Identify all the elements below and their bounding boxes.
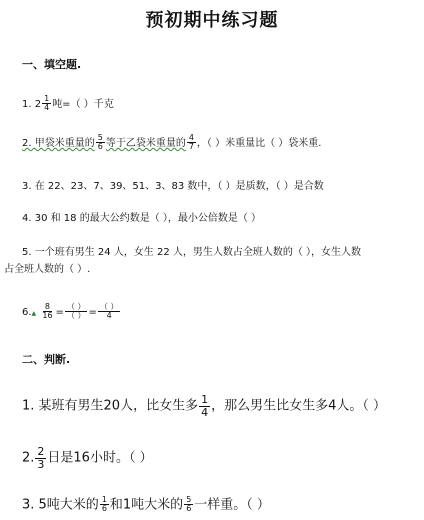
- page-title: 预初期中练习题: [145, 10, 279, 31]
- question-1-fraction: $\frac{1}{4}$: [44, 94, 50, 113]
- question-5-line-1: 5. 一个班有男生 24 人，女生 22 人，男生人数占全班人数的（ ），女生人数: [22, 247, 362, 258]
- judge-2-fraction: $\frac{2}{3}$: [37, 445, 45, 471]
- judge-3-text: 一样重。（ ）: [194, 497, 270, 513]
- question-6-prefix: 6.: [22, 306, 32, 318]
- judge-2: [22, 446, 153, 470]
- question-2-text: ，（ ）米重量比（ ）袋米重.: [196, 137, 322, 149]
- question-1-prefix: 1. 2: [22, 98, 42, 110]
- question-2-fraction-1: $\frac{5}{6}$: [97, 133, 103, 152]
- equals-sign: =: [88, 306, 97, 318]
- judge-3-fraction-1: $\frac{1}{6}$: [101, 495, 107, 514]
- question-6: [22, 303, 121, 321]
- question-1-text: 吨=（ ）千克: [52, 98, 114, 110]
- judge-3: [22, 496, 270, 514]
- judge-2-prefix: 2.: [22, 450, 35, 466]
- judge-1-fraction: $\frac{1}{4}$: [201, 393, 209, 419]
- question-6-fraction-3: $\frac{( )}{4}$: [99, 302, 119, 321]
- judge-1-prefix: 1. 某班有男生20人，比女生多: [22, 398, 199, 414]
- correction-mark-icon: ▲: [31, 309, 37, 317]
- question-1: [22, 95, 114, 113]
- question-2-prefix: 2. 甲袋米重量的: [22, 137, 95, 149]
- equals-sign: =: [55, 306, 64, 318]
- judge-1-text: ，那么男生比女生多4人。（ ）: [211, 398, 386, 414]
- question-5-line-2: 占全班人数的（ ）.: [4, 264, 91, 275]
- question-4: 4. 30 和 18 的最大公约数是（ ），最小公倍数是（ ）: [22, 213, 262, 224]
- question-6-fraction-1: $\frac{8}{16}$: [42, 302, 53, 321]
- question-3: 3. 在 22、23、7、39、51、3、83 数中，（ ）是质数，（ ）是合数: [22, 181, 324, 192]
- section-judge-heading: 二、判断.: [22, 353, 71, 366]
- question-2-fraction-2: $\frac{4}{7}$: [188, 133, 194, 152]
- question-6-fraction-2: $\frac{( )}{( )}$: [66, 302, 86, 321]
- question-2-middle: 等于乙袋米重量的: [105, 137, 186, 149]
- judge-1: [22, 394, 386, 418]
- section-fill-blank-heading: 一、填空题.: [22, 58, 82, 71]
- judge-3-prefix: 3. 5吨大米的: [22, 497, 99, 513]
- judge-2-text: 日是16小时。（ ）: [47, 450, 153, 466]
- judge-3-middle: 和1吨大米的: [109, 497, 184, 513]
- judge-3-fraction-2: $\frac{5}{6}$: [186, 495, 192, 514]
- question-2: [22, 134, 321, 152]
